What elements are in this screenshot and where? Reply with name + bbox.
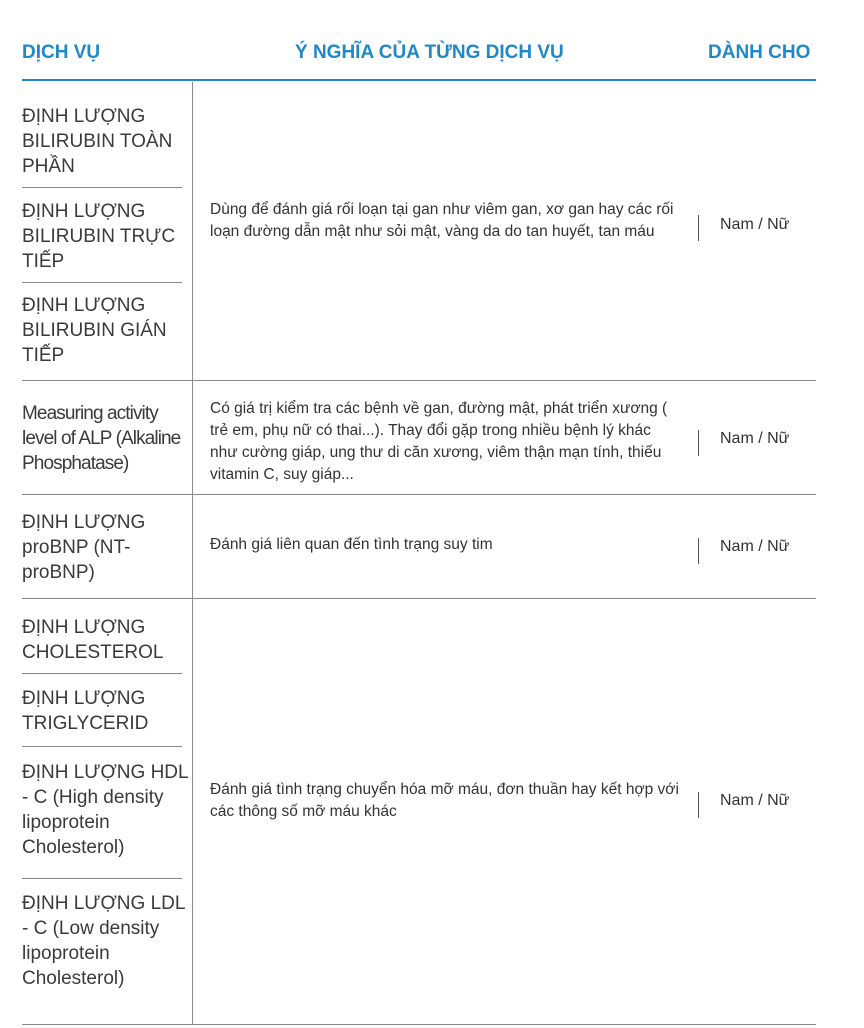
service-name: ĐỊNH LƯỢNG CHOLESTEROL [22,617,164,663]
header-rule [22,79,816,81]
column-separator-mark [698,215,699,241]
column-separator-mark [698,430,699,456]
service-meaning: Đánh giá tình trạng chuyển hóa mỡ máu, đơn thuần hay kết hợp với các thông số mỡ máu khác [210,781,679,820]
service-meaning: Dùng để đánh giá rối loạn tại gan như viêm gan, xơ gan hay các rối loạn đường dẫn mật như sỏi mật, vàng da do tan huyết, tan máu [210,201,674,240]
row-divider [22,494,816,495]
header-service: DỊCH VỤ [22,42,101,63]
service-target: Nam / Nữ [720,538,790,555]
sub-divider [22,878,182,879]
sub-divider [22,187,182,188]
sub-divider [22,746,182,747]
service-target: Nam / Nữ [720,216,790,233]
table-bottom-rule [22,1024,816,1025]
sub-divider [22,282,182,283]
service-name: ĐỊNH LƯỢNG HDL - C (High density lipoprotein Cholesterol) [22,762,188,858]
row-divider [22,380,816,381]
table-header [0,0,864,82]
service-name: ĐỊNH LƯỢNG proBNP (NT-proBNP) [22,512,146,583]
row-divider [22,598,816,599]
service-name: ĐỊNH LƯỢNG BILIRUBIN TRỰC TIẾP [22,201,176,272]
service-name: Measuring activity level of ALP (Alkaline Phosphatase) [22,403,181,474]
column-divider [192,82,193,1024]
service-meaning: Đánh giá liên quan đến tình trạng suy tim [210,536,493,553]
service-meaning: Có giá trị kiểm tra các bệnh về gan, đường mật, phát triển xương ( trẻ em, phụ nữ có thai...). Thay đổi gặp trong nhiều bệnh lý khác như cường giáp, ung thư di căn xương, viêm thận mạn tính, thiếu vitamin C, suy giáp... [210,400,668,483]
service-name: ĐỊNH LƯỢNG BILIRUBIN GIÁN TIẾP [22,295,167,366]
service-name: ĐỊNH LƯỢNG BILIRUBIN TOÀN PHẦN [22,106,173,177]
service-target: Nam / Nữ [720,792,790,809]
sub-divider [22,673,182,674]
column-separator-mark [698,792,699,818]
service-target: Nam / Nữ [720,430,790,447]
column-separator-mark [698,538,699,564]
service-name: ĐỊNH LƯỢNG LDL - C (Low density lipoprotein Cholesterol) [22,893,185,989]
header-for: DÀNH CHO [708,42,811,63]
service-name: ĐỊNH LƯỢNG TRIGLYCERID [22,688,149,734]
header-meaning: Ý NGHĨA CỦA TỪNG DỊCH VỤ [295,42,564,63]
